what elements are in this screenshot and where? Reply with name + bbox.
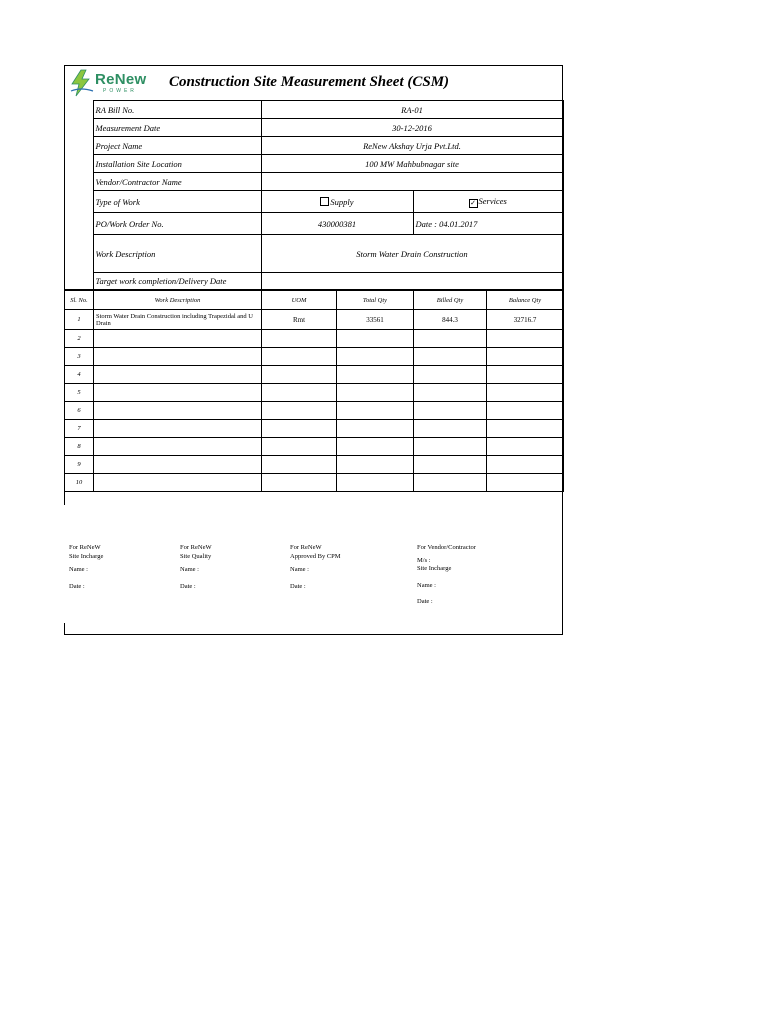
measurement-date-label: Measurement Date <box>93 119 261 137</box>
measurement-sheet <box>64 65 563 635</box>
signature-role: Approved By CPM <box>290 552 341 560</box>
type-of-work-label: Type of Work <box>93 191 261 213</box>
vendor-value[interactable] <box>261 173 563 191</box>
table-row <box>65 330 564 348</box>
row-balance-qty[interactable] <box>487 366 564 384</box>
row-uom[interactable] <box>262 348 337 366</box>
signature-vendor <box>417 544 476 607</box>
signature-role: Site Quality <box>180 552 212 560</box>
signature-role: Site Incharge <box>417 565 452 572</box>
site-location-label: Installation Site Location <box>93 155 261 173</box>
signature-cpm <box>290 544 341 591</box>
signature-org: For Vendor/Contractor <box>417 544 476 551</box>
signature-site-incharge <box>69 544 103 591</box>
row-uom[interactable] <box>262 330 337 348</box>
row-billed-qty[interactable] <box>414 402 487 420</box>
column-header: Total Qty <box>337 291 414 310</box>
table-row <box>65 456 564 474</box>
logo-sub: POWER <box>103 88 137 94</box>
table-row <box>65 420 564 438</box>
row-uom[interactable] <box>262 456 337 474</box>
column-header: Work Description <box>94 291 262 310</box>
row-billed-qty[interactable] <box>414 348 487 366</box>
row-balance-qty[interactable] <box>487 384 564 402</box>
frame-border-top <box>64 65 563 66</box>
row-description[interactable] <box>94 474 262 492</box>
table-row <box>65 310 564 330</box>
table-row <box>65 384 564 402</box>
row-number: 3 <box>65 348 94 366</box>
row-balance-qty[interactable] <box>487 330 564 348</box>
row-uom[interactable]: Rmt <box>262 310 337 330</box>
row-total-qty[interactable] <box>337 456 414 474</box>
signature-site-quality <box>180 544 212 591</box>
supply-label: Supply <box>330 196 354 207</box>
row-uom[interactable] <box>262 474 337 492</box>
renew-power-logo <box>69 69 155 99</box>
signature-date: Date : <box>69 582 85 590</box>
row-balance-qty[interactable]: 32716.7 <box>487 310 564 330</box>
work-items-table <box>64 290 564 492</box>
row-number: 7 <box>65 420 94 438</box>
column-header: Sl. No. <box>65 291 94 310</box>
row-number: 10 <box>65 474 94 492</box>
row-description[interactable] <box>94 402 262 420</box>
row-uom[interactable] <box>262 366 337 384</box>
row-description[interactable] <box>94 438 262 456</box>
row-balance-qty[interactable] <box>487 402 564 420</box>
signature-org: For ReNeW <box>69 544 101 551</box>
signature-date: Date : <box>417 598 433 605</box>
row-number: 1 <box>65 310 94 330</box>
row-uom[interactable] <box>262 438 337 456</box>
row-description[interactable] <box>94 366 262 384</box>
row-billed-qty[interactable] <box>414 420 487 438</box>
row-number: 2 <box>65 330 94 348</box>
row-description[interactable] <box>94 420 262 438</box>
spacer-cell <box>64 101 93 290</box>
row-balance-qty[interactable] <box>487 348 564 366</box>
work-description-label: Work Description <box>93 235 261 273</box>
ra-bill-label: RA Bill No. <box>93 101 261 119</box>
row-total-qty[interactable] <box>337 384 414 402</box>
page-title: Construction Site Measurement Sheet (CSM) <box>169 74 450 90</box>
frame-border-bottom <box>64 634 563 635</box>
po-date[interactable]: Date : 04.01.2017 <box>413 213 563 235</box>
project-name-value[interactable]: ReNew Akshay Urja Pvt.Ltd. <box>261 137 563 155</box>
services-checkbox[interactable]: ✓ <box>470 198 476 207</box>
row-number: 4 <box>65 366 94 384</box>
po-value[interactable]: 430000381 <box>261 213 413 235</box>
signature-date: Date : <box>290 582 306 590</box>
row-uom[interactable] <box>262 402 337 420</box>
column-header: UOM <box>262 291 337 310</box>
services-label: Services <box>478 195 507 206</box>
table-row <box>65 474 564 492</box>
row-total-qty[interactable] <box>337 474 414 492</box>
row-billed-qty[interactable] <box>414 474 487 492</box>
row-number: 9 <box>65 456 94 474</box>
signature-org: For ReNeW <box>290 544 322 551</box>
row-total-qty[interactable] <box>337 348 414 366</box>
vendor-label: Vendor/Contractor Name <box>93 173 261 191</box>
row-billed-qty[interactable] <box>414 366 487 384</box>
row-number: 6 <box>65 402 94 420</box>
site-location-value[interactable]: 100 MW Mahbubnagar site <box>261 155 563 173</box>
row-billed-qty[interactable] <box>414 384 487 402</box>
row-balance-qty[interactable] <box>487 438 564 456</box>
row-number: 5 <box>65 384 94 402</box>
row-uom[interactable] <box>262 420 337 438</box>
row-total-qty[interactable]: 33561 <box>337 310 414 330</box>
target-date-value[interactable] <box>261 273 563 290</box>
column-header: Balance Qty <box>487 291 564 310</box>
signature-name: Name : <box>290 566 309 573</box>
row-description[interactable]: Storm Water Drain Construction including Trapezidal and U Drain <box>94 310 262 330</box>
row-total-qty[interactable] <box>337 402 414 420</box>
row-total-qty[interactable] <box>337 420 414 438</box>
signature-role: Site Incharge <box>69 552 104 560</box>
logo-name: ReNew <box>95 71 147 88</box>
row-number: 8 <box>65 438 94 456</box>
signature-name: Name : <box>180 566 199 573</box>
row-total-qty[interactable] <box>337 330 414 348</box>
row-billed-qty[interactable] <box>414 438 487 456</box>
project-name-label: Project Name <box>93 137 261 155</box>
po-label: PO/Work Order No. <box>93 213 261 235</box>
signature-org: For ReNeW <box>180 544 212 551</box>
row-billed-qty[interactable] <box>414 330 487 348</box>
row-balance-qty[interactable] <box>487 474 564 492</box>
row-description[interactable] <box>94 456 262 474</box>
signature-ms: M/s : <box>417 556 431 564</box>
supply-checkbox[interactable] <box>320 197 329 206</box>
table-row <box>65 366 564 384</box>
services-option[interactable] <box>413 191 563 213</box>
header-fields-table <box>64 100 564 290</box>
lightning-leaf-icon <box>69 69 95 97</box>
row-billed-qty[interactable] <box>414 456 487 474</box>
work-description-value[interactable]: Storm Water Drain Construction <box>261 235 563 273</box>
table-row <box>65 438 564 456</box>
row-description[interactable] <box>94 330 262 348</box>
table-row <box>65 348 564 366</box>
row-description[interactable] <box>94 348 262 366</box>
signature-name: Name : <box>417 581 436 589</box>
signature-date: Date : <box>180 582 196 590</box>
signature-name: Name : <box>69 566 88 573</box>
row-balance-qty[interactable] <box>487 456 564 474</box>
column-header: Billed Qty <box>414 291 487 310</box>
table-row <box>65 402 564 420</box>
row-total-qty[interactable] <box>337 366 414 384</box>
measurement-date-value[interactable]: 30-12-2016 <box>261 119 563 137</box>
row-billed-qty[interactable]: 844.3 <box>414 310 487 330</box>
row-total-qty[interactable] <box>337 438 414 456</box>
row-description[interactable] <box>94 384 262 402</box>
row-uom[interactable] <box>262 384 337 402</box>
supply-option[interactable] <box>261 191 413 213</box>
target-date-label: Target work completion/Delivery Date <box>93 273 261 290</box>
row-balance-qty[interactable] <box>487 420 564 438</box>
ra-bill-value[interactable]: RA-01 <box>261 101 563 119</box>
table-header-row <box>65 291 564 310</box>
